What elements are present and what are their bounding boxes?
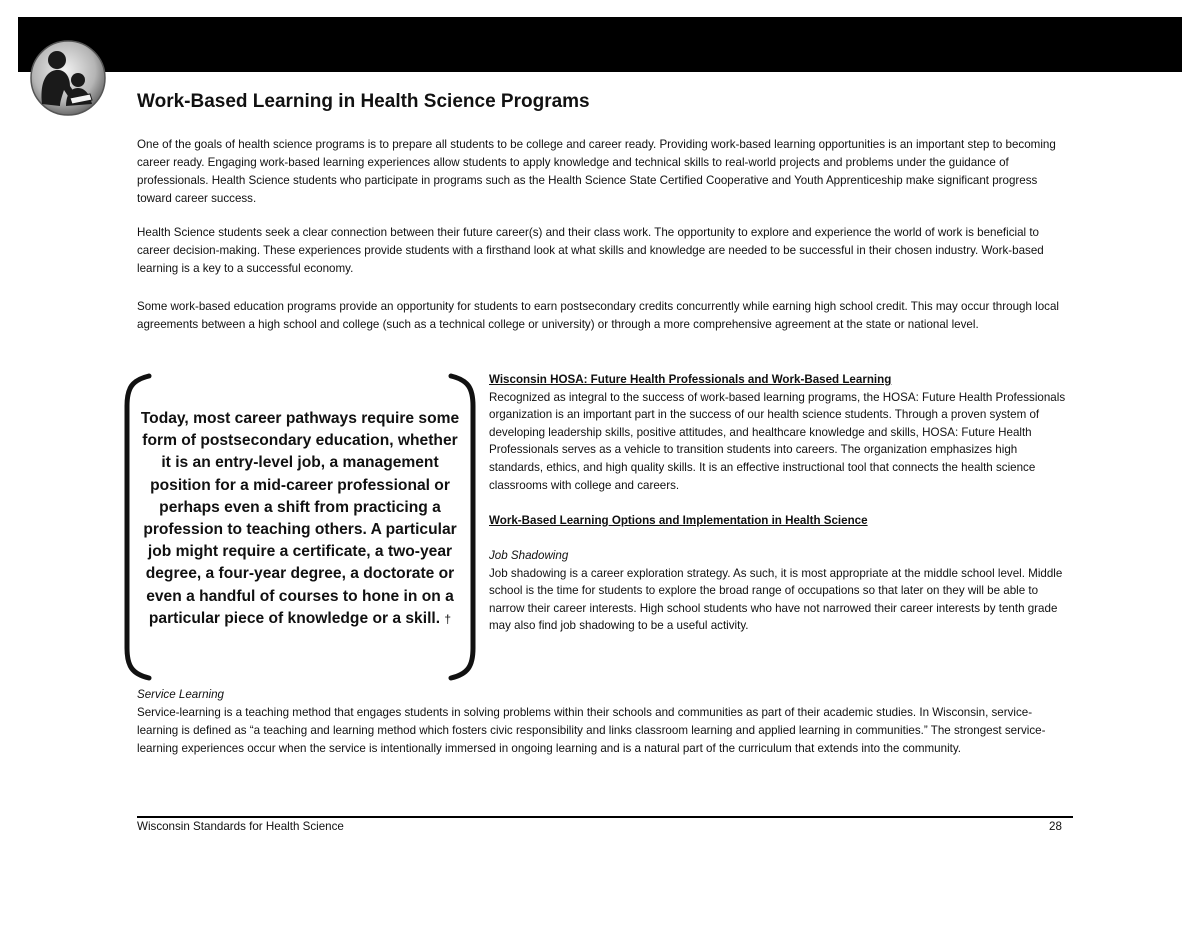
footer-divider: [137, 816, 1073, 818]
service-learning-section: [137, 686, 1072, 758]
intro-paragraph: One of the goals of health science programs is to prepare all students to be college and career ready. Providing work-based learning opportunities is an important step to becoming career ready. Engaging work-based learning experiences allow students to apply knowledge and technical skills to real-world projects and problems under the guidance of professionals. Health Science students who participate in programs such as the Health Science State Certified Cooperative and Youth Apprenticeship make significant progress toward career success.: [137, 138, 1056, 205]
header-bar: [18, 17, 1182, 72]
callout-quote: [138, 408, 462, 630]
footer-document-title: Wisconsin Standards for Health Science: [137, 820, 344, 833]
page-number: 28: [1049, 820, 1062, 833]
callout-quote-text: Today, most career pathways require some form of postsecondary education, whether it is an entry-level job, a management position for a mid-career professional or perhaps even a shift from practicing a profession to teaching others. A particular job might require a certificate, a two-year degree, a four-year degree, a doctorate or even a handful of courses to hone in on a particular piece of knowledge or a skill.: [140, 410, 460, 627]
page-title: Work-Based Learning in Health Science Programs: [137, 91, 590, 112]
job-shadowing-heading: Job Shadowing: [489, 548, 569, 562]
options-heading: Work-Based Learning Options and Implementation in Health Science: [489, 513, 868, 527]
job-shadowing-body: Job shadowing is a career exploration strategy. As such, it is most appropriate at the middle school level. Middle school is the time for students to explore the broad range of occupations so that later on they will be able to narrow their career interests. High school students who have not narrowed their career interests by tenth grade may also find job shadowing to be a useful activity.: [489, 566, 1063, 633]
callout-quote-box: [122, 372, 478, 682]
postsecondary-credit-paragraph: Some work-based education programs provide an opportunity for students to earn postsecondary credits concurrently while earning high school credit. This may occur through local agreements between a high school and college (such as a technical college or university) or through a more comprehensive agreement at the state or national level.: [137, 300, 1059, 331]
adult-and-child-reading-logo: [30, 40, 106, 116]
dagger-mark: †: [444, 611, 452, 626]
service-learning-body: Service-learning is a teaching method that engages students in solving problems within their schools and communities as part of their academic studies. In Wisconsin, service-learning is defined as “a teaching and learning method which fosters civic responsibility and links classroom learning and applied learning in communities.” The strongest service-learning experiences occur when the service is intentionally immersed in ongoing learning and is a natural part of the curriculum that extends into the community.: [137, 706, 1046, 755]
service-learning-heading: Service Learning: [137, 688, 225, 701]
connection-paragraph: Health Science students seek a clear connection between their future career(s) and their class work. The opportunity to explore and experience the world of work is beneficial to career decision-making. These experiences provide students with a firsthand look at what skills and knowledge are needed to be successful in their chosen industry. Work-based learning is a key to a successful economy.: [137, 226, 1044, 275]
right-column: [489, 371, 1069, 635]
right-bracket-icon: [448, 372, 478, 682]
hosa-body: Recognized as integral to the success of work-based learning programs, the HOSA: Future Health Professionals organization is an important part in the success of our health science students. Through a proven system of developing leadership skills, positive attitudes, and healthcare knowledge and skills, HOSA: Future Health Professionals serves as a vehicle to transition students into careers. The organization emphasizes high standards, ethics, and high quality skills. It is an effective instructional tool that connects the health science classrooms with college and careers.: [489, 390, 1066, 492]
hosa-heading: Wisconsin HOSA: Future Health Professionals and Work-Based Learning: [489, 373, 892, 386]
